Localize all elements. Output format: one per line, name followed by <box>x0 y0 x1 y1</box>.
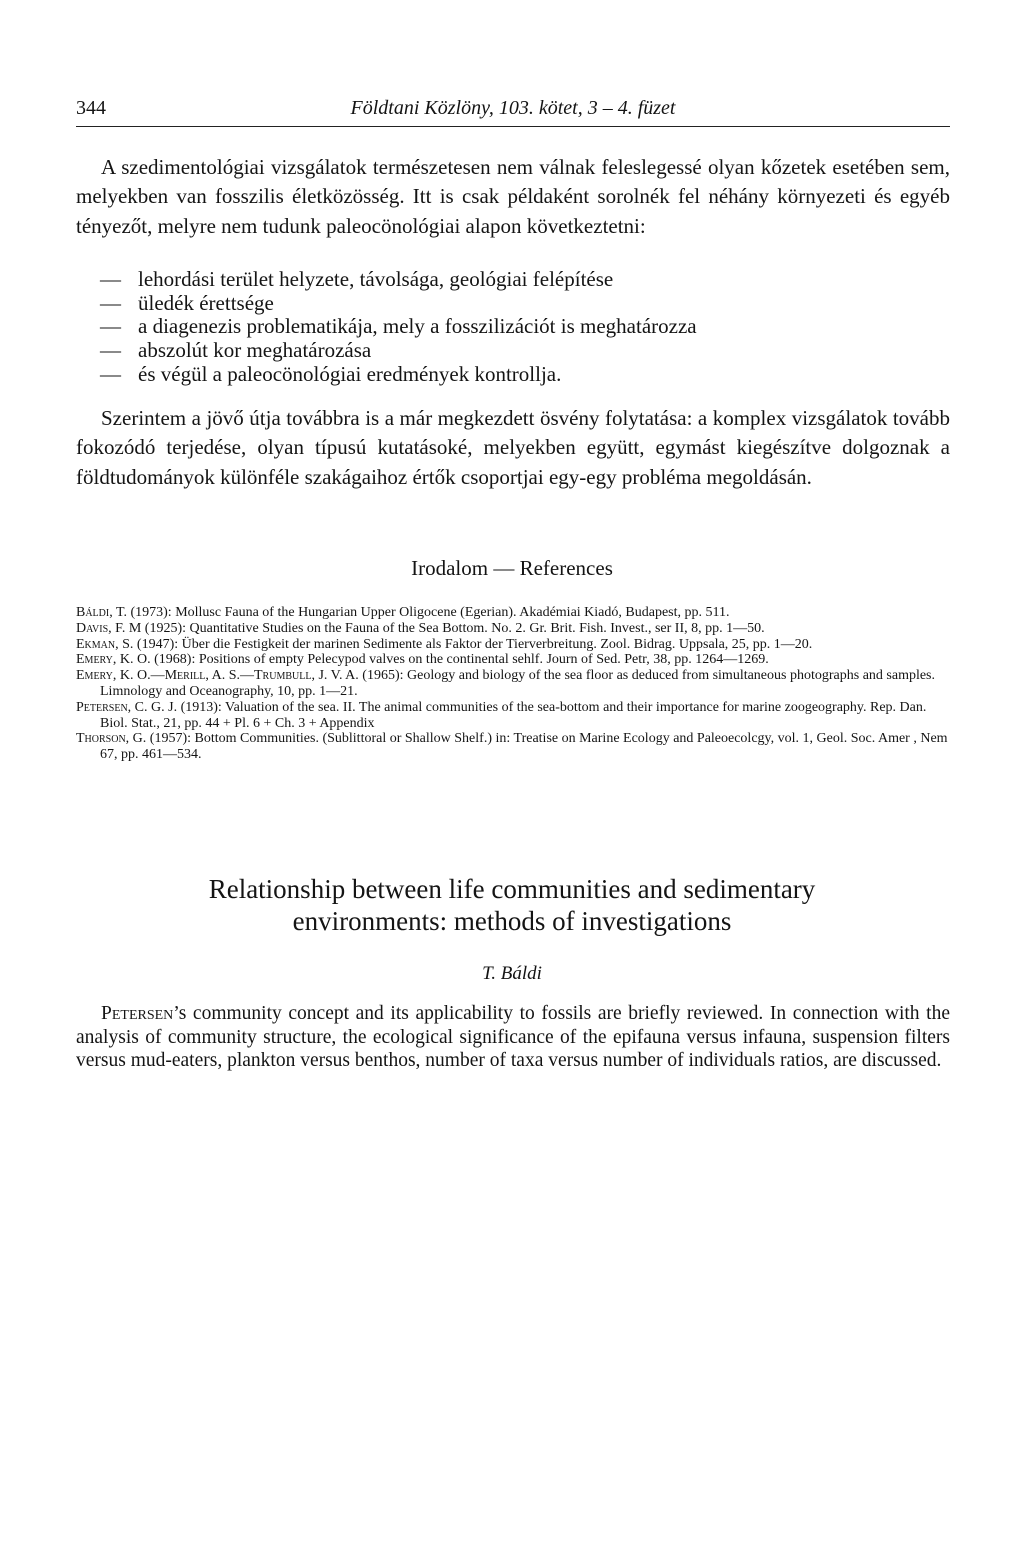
running-title: Földtani Közlöny, 103. kötet, 3 – 4. füzet <box>350 97 676 119</box>
body-paragraph-1: A szedimentológiai vizsgálatok természetesen nem válnak feleslegessé olyan kőzetek esetében sem, melyekben van fosszilis életközösség. Itt is csak példaként sorolnék fel néhány környezeti és egyéb tényezőt, melyre nem tudunk paleocönológiai alapon következtetni: <box>76 155 950 238</box>
reference-author: Petersen, C. G. J. <box>76 699 178 715</box>
reference-item: Ekman, S. (1947): Über die Festigkeit der marinen Sedimente als Faktor der Tierverbreitung. Zool. Bidrag. Uppsala, 25, pp. 1—20. <box>76 636 813 652</box>
english-title-line: Relationship between life communities and sedimentary <box>208 874 816 904</box>
reference-item: Thorson, G. (1957): Bottom Communities. (Sublittoral or Shallow Shelf.) in: Treatise on Marine Ecology and Paleoecolcgy, vol. 1, Geol. Soc. Amer , Nem 67, pp. 461—534. <box>76 731 948 763</box>
reference-item: Davis, F. M (1925): Quantitative Studies on the Fauna of the Sea Bottom. No. 2. Gr. Brit. Fish. Invest., ser II, 8, pp. 1—50. <box>76 620 765 636</box>
reference-item: Báldi, T. (1973): Mollusc Fauna of the Hungarian Upper Oligocene (Egerian). Akadémiai Kiadó, Budapest, pp. 511. <box>76 605 730 620</box>
body-paragraph-2: Szerintem a jövő útja továbbra is a már megkezdett ösvény folytatása: a komplex vizsgálatok tovább fokozódó terjedése, olyan típusú kutatásoké, melyekben együtt, egymást kiegészítve dolgoznak a földtudományok különféle szakágaihoz értők csoportjai egy-egy probléma megoldásán. <box>76 406 950 489</box>
list-item: — abszolút kor meghatározása <box>100 338 372 363</box>
reference-list <box>76 605 950 763</box>
page-number: 344 <box>76 97 106 119</box>
english-title-line: environments: methods of investigations <box>292 906 732 936</box>
list-dash: — <box>100 267 121 291</box>
reference-author: Emery, K. O. <box>76 652 151 668</box>
header-rule <box>76 126 950 127</box>
list-dash: — <box>100 314 121 339</box>
list-dash: — <box>100 290 121 315</box>
summary-author: T. Báldi <box>482 963 542 984</box>
reference-author: Báldi, T. <box>76 605 127 620</box>
references-heading: Irodalom — References <box>411 556 613 580</box>
reference-item: Emery, K. O.—Merill, A. S.—Trumbull, J. V. A. (1965): Geology and biology of the sea floor as deduced from simultaneous photographs and samples. Limnology and Oceanography, 10, pp. 1—21. <box>76 668 936 699</box>
page-header <box>76 95 950 125</box>
factor-list <box>100 268 950 387</box>
abstract-lead-name: Petersen <box>101 1003 174 1024</box>
list-dash: — <box>100 361 121 386</box>
reference-item: Emery, K. O. (1968): Positions of empty Pelecypod valves on the continental sehlf. Journ of Sed. Petr, 38, pp. 1264—1269. <box>76 652 769 668</box>
english-abstract: Petersen’s community concept and its applicability to fossils are briefly reviewed. In connection with the analysis of community structure, the ecological significance of the epifauna versus infauna, suspension filters versus mud-eaters, plankton versus benthos, number of taxa versus number of individuals ratios, are discussed. <box>76 1003 950 1071</box>
reference-author: Ekman, S. <box>76 636 134 652</box>
reference-author: Davis, F. M <box>76 620 142 636</box>
english-summary-title <box>0 873 1024 937</box>
list-dash: — <box>100 338 121 363</box>
reference-item: Petersen, C. G. J. (1913): Valuation of the sea. II. The animal communities of the sea-bottom and their importance for marine zoogeography. Rep. Dan. Biol. Stat., 21, pp. 44 + Pl. 6 + Ch. 3 + Appendix <box>76 699 927 731</box>
reference-author: Emery, K. O.—Merill, A. S.—Trumbull, J. V. A. <box>76 668 359 684</box>
list-item: — üledék érettsége <box>100 290 274 315</box>
list-item: — a diagenezis problematikája, mely a fosszilizációt is meghatározza <box>100 314 697 339</box>
list-item: — és végül a paleocönológiai eredmények kontrollja. <box>100 361 562 386</box>
reference-author: Thorson, G. <box>76 731 147 747</box>
list-item: — lehordási terület helyzete, távolsága, geológiai felépítése <box>100 267 614 291</box>
